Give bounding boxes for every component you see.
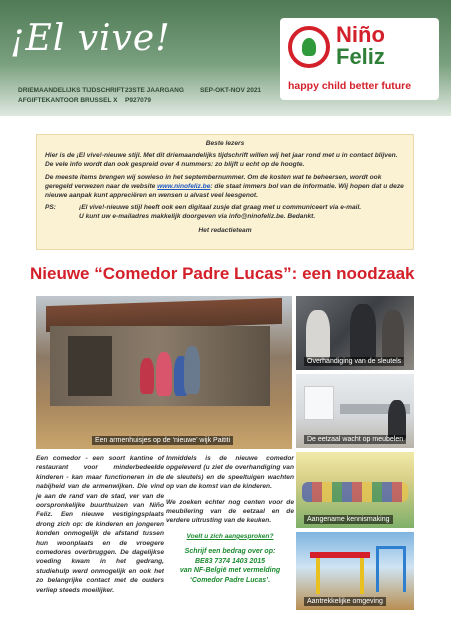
- publication-info: [18, 86, 125, 106]
- logo-name-line2: Feliz: [336, 44, 385, 69]
- photo-key-handover: [296, 296, 414, 370]
- ps-line-2: U kunt uw e-mailadres makkelijk doorgeven via info@ninofeliz.be. Bedankt.: [79, 213, 316, 221]
- post-office: AFGIFTEKANTOOR BRUSSEL X: [18, 97, 118, 104]
- logo-name-line1: Niño: [336, 22, 385, 47]
- column2-paragraph-2: We zoeken echter nog centen voor de meubilering van de eetzaal en de verdere uitrusting van de keuken.: [166, 498, 294, 525]
- letter-paragraph-2: De meeste items brengen wij sowieso in het septembernummer. Om de kosten wat te beheersen, wordt ook geregeld verwezen naar de website www.ninofeliz.be: die staat immers bol van de informatie. Wij hopen dat u deze nieuwe aanpak kunt appreciëren en wensen u alvast veel leesgenot.: [45, 173, 404, 200]
- donation-instructions: [166, 547, 294, 585]
- donation-line-1: Schrijf een bedrag over op:: [184, 548, 276, 556]
- permit-number: P927079: [125, 97, 152, 104]
- article-column-1: [36, 454, 164, 601]
- donation-iban: BE83 7374 1403 2015: [194, 557, 266, 565]
- donation-line-4: ‘Comedor Padre Lucas’.: [189, 577, 271, 585]
- logo-emblem-icon: [288, 26, 330, 68]
- caption-meeting: Aangename kennismaking: [304, 515, 393, 524]
- caption-dining-hall: De eetzaal wacht op meubelen: [304, 435, 406, 444]
- volume-label: 23STE JAARGANG: [125, 87, 184, 94]
- photo-poor-house: [36, 296, 292, 449]
- photo-playground: [296, 532, 414, 610]
- donation-line-3: van NF-België met vermelding: [179, 567, 281, 575]
- issue-period: SEP-OKT-NOV 2021: [200, 87, 262, 94]
- letter-paragraph-1: Hier is de ¡El vive!-nieuwe stijl. Met dit driemaandelijks tijdschrift willen wij het jaar rond met u in contact blijven. De vele info wordt dan ook gespreid over 4 nummers: zo blijft u echt op de hoogte.: [45, 152, 398, 169]
- editorial-letter: [36, 134, 414, 250]
- letter-greeting: Beste lezers: [205, 140, 245, 147]
- ps-label: PS:: [45, 204, 56, 212]
- website-link[interactable]: www.ninofeliz.be: [157, 182, 211, 190]
- volume-info: [125, 86, 184, 106]
- letter-postscript: [45, 203, 405, 221]
- magazine-title: ¡El vive!: [10, 18, 171, 59]
- masthead: [0, 0, 451, 116]
- column1-text: Een comedor - een soort kantine of restaurant voor minderbedeelde kinderen - kan maar functioneren in de nabijheid van de armenwijken. Die vind je aan de rand van de stad, ver van de oorspronkelijke buurthuizen van Niño Feliz. Een nieuwe vestigingsplaats drong zich op: de kinderen en jongeren konden onmogelijk de afstand tussen hun woonplaats en de vroegere comedores overbruggen. De dagelijkse voeding kwam in het gedrang, studiehulp werd onmogelijk en ook het zo belangrijke contact met de ouders verliep steeds moeilijker.: [36, 455, 164, 594]
- photo-meeting: [296, 452, 414, 528]
- caption-poor-house: Een armenhuisjes op de ‘nieuwe’ wijk Paititi: [92, 436, 233, 445]
- publication-frequency: DRIEMAANDELIJKS TIJDSCHRIFT: [18, 87, 125, 94]
- article-column-2: [166, 454, 294, 586]
- ps-line-1: ¡El vive!-nieuwe stijl heeft ook een digitaal zusje dat graag met u communiceert via e-mail.: [79, 204, 362, 212]
- article-headline: Nieuwe “Comedor Padre Lucas”: een noodzaak: [30, 264, 415, 283]
- column2-paragraph-1: Inmiddels is de nieuwe comedor opgeleverd (u ziet de overhandiging van de sleutels) en de speeltuigen wachten op van de komst van de kinderen.: [166, 455, 294, 491]
- nino-feliz-logo: [280, 18, 439, 100]
- caption-key-handover: Overhandiging van de sleutels: [304, 357, 404, 366]
- call-to-action: Voelt u zich aangesproken?: [186, 532, 274, 540]
- caption-playground: Aantrekkelijke omgeving: [304, 597, 386, 606]
- letter-signature: Het redactieteam: [198, 226, 252, 234]
- logo-tagline: happy child better future: [288, 80, 412, 92]
- photo-dining-hall: [296, 374, 414, 448]
